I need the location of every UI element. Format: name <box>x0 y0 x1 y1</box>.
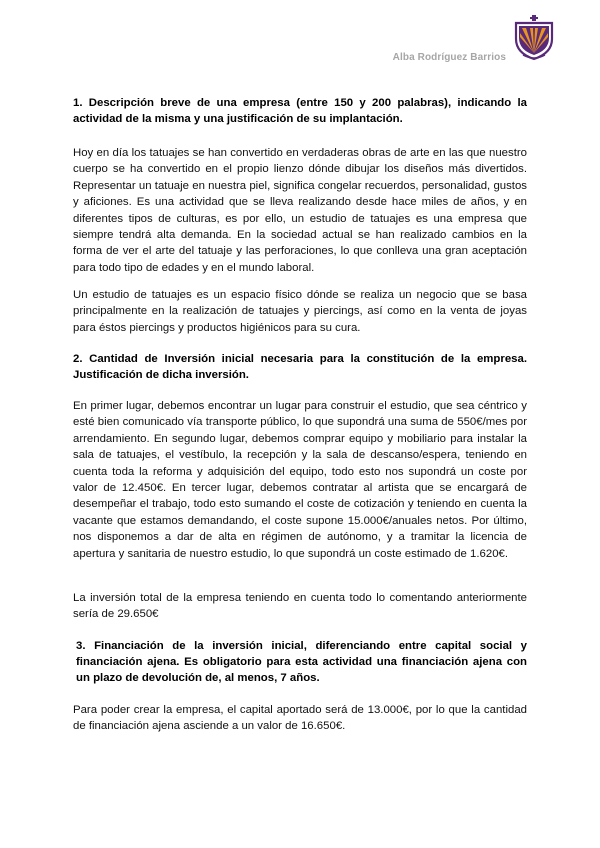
section-heading: 2. Cantidad de Inversión inicial necesaria para la constitución de la empresa. Justificación de dicha inversión. <box>73 353 527 381</box>
section-1 <box>73 95 527 127</box>
paragraph: En primer lugar, debemos encontrar un lugar para construir el estudio, que sea céntrico y esté bien comunicado vía transporte público, lo que supondrá una suma de 550€/mes por arrendamiento. En segundo lugar, debemos comprar equipo y mobiliario para instalar la sala de tatuajes, el vestíbulo, la recepción y la sala de descanso/espera, teniendo en cuenta toda la reforma y adquisición del equipo, todo esto nos supondrá un coste por valor de 12.450€. En tercer lugar, debemos contratar al artista que se encargará de desempeñar el trabajo, todo esto sumando el coste de cotización y teniendo en cuenta la vacante que estamos demandando, el coste supone 15.000€/anuales netos. Por último, nos disponemos a dar de alta en régimen de autónomo, y a tramitar la licencia de apertura y sanitaria de nuestro estudio, lo que supondrá un coste estimado de 1.620€. <box>73 400 527 560</box>
section-1-paragraph-1 <box>73 145 527 276</box>
paragraph: La inversión total de la empresa teniendo en cuenta todo lo comentando anteriormente sería de 29.650€ <box>73 592 527 621</box>
section-3-paragraph-1 <box>73 702 527 735</box>
section-2 <box>73 351 527 383</box>
section-3 <box>76 638 527 686</box>
section-heading: 1. Descripción breve de una empresa (entre 150 y 200 palabras), indicando la actividad de la misma y una justificación de su implantación. <box>73 97 527 125</box>
university-crest-icon <box>513 13 555 61</box>
section-heading: 3. Financiación de la inversión inicial, diferenciando entre capital social y financiación ajena. Es obligatorio para esta actividad una financiación ajena con un plazo de devolución de, al menos, 7 años. <box>76 640 527 684</box>
paragraph: Hoy en día los tatuajes se han convertido en verdaderas obras de arte en las que nuestro cuerpo se ha convertido en el propio lienzo dónde dibujar los diseños más divertidos. Representar un tatuaje en nuestra piel, significa congelar recuerdos, personalidad, gustos y aficiones. Es una actividad que se lleva realizando desde hace miles de años, y en diferentes tipos de culturas, es por ello, un estudio de tatuajes es una empresa que siempre tendrá alta demanda. En la sociedad actual se han realizado cambios en la forma de ver el arte del tatuaje y las perforaciones, lo que conlleva una gran aceptación para todo tipo de edades y en el mundo laboral. <box>73 147 527 274</box>
paragraph: Para poder crear la empresa, el capital aportado será de 13.000€, por lo que la cantidad de financiación ajena asciende a un valor de 16.650€. <box>73 704 527 733</box>
paragraph: Un estudio de tatuajes es un espacio físico dónde se realiza un negocio que se basa principalmente en la realización de tatuajes y piercings, así como en la venta de joyas para éstos piercings y productos higiénicos para su cura. <box>73 289 527 334</box>
section-1-paragraph-2 <box>73 287 527 336</box>
section-2-paragraph-2 <box>73 590 527 623</box>
header-author: Alba Rodríguez Barrios <box>392 52 506 63</box>
section-2-paragraph-1 <box>73 398 527 562</box>
